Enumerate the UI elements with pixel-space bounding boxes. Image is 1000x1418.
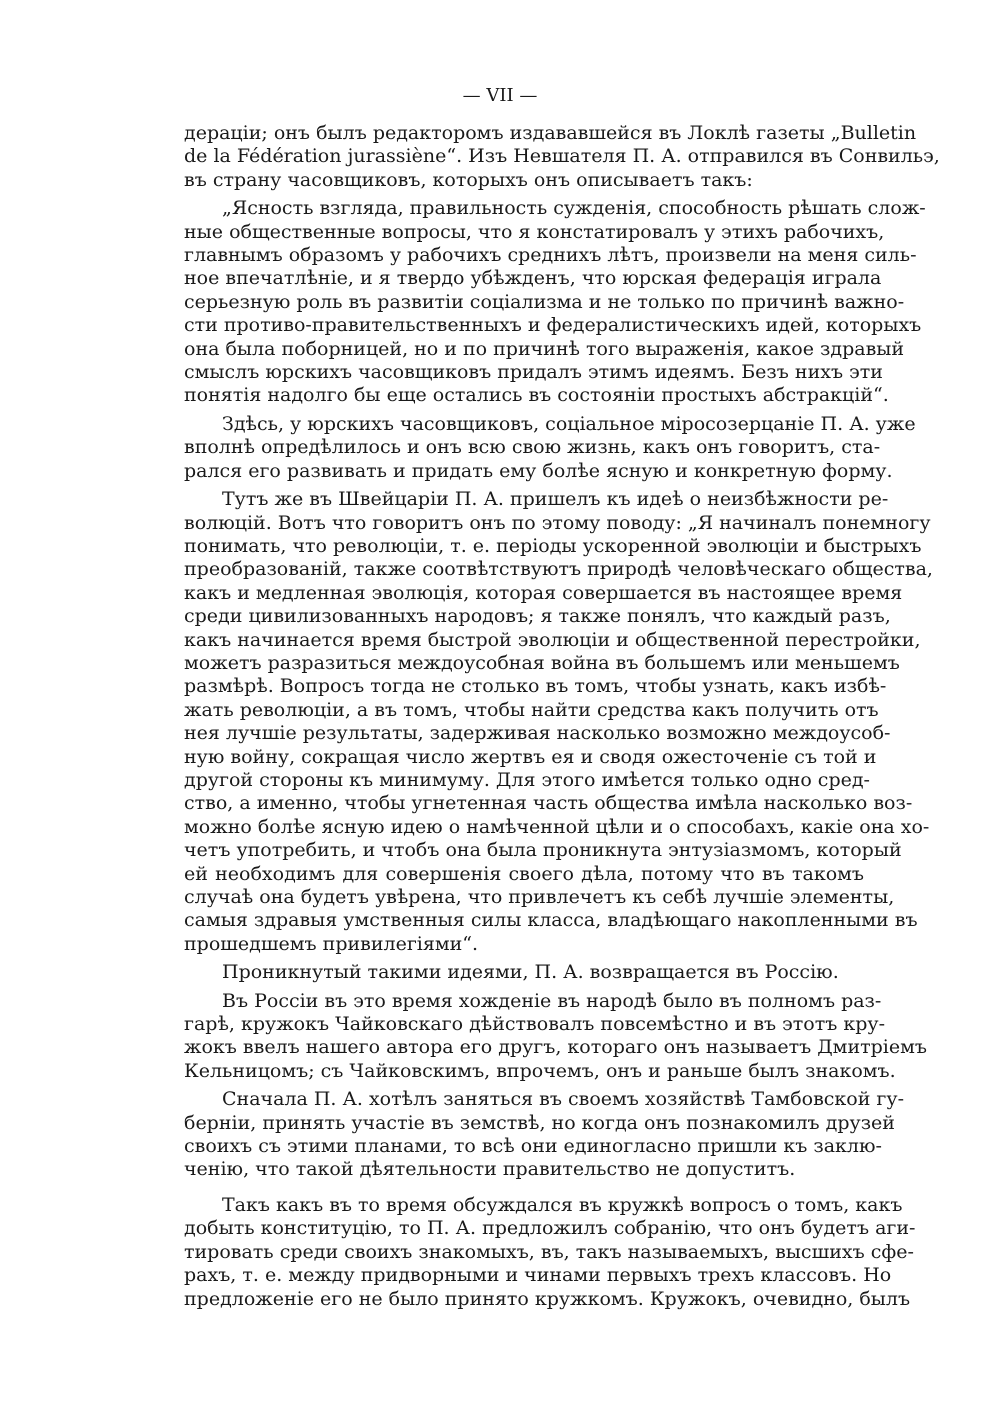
paragraph <box>184 989 927 1084</box>
text-line: смыслъ юрскихъ часовщиковъ придалъ этимъ идеямъ. Безъ нихъ эти <box>184 361 883 384</box>
text-line: предложеніе его не было принято кружкомъ. Кружокъ, очевидно, былъ <box>184 1287 911 1310</box>
text-line: какъ и медленная эволюція, которая совершается въ настоящее время <box>184 581 903 604</box>
text-line: нея лучшіе результаты, задерживая насколько возможно междоусоб- <box>184 722 891 745</box>
text-line: она была поборницей, но и по причинѣ того выраженія, какое здравый <box>184 337 905 360</box>
text-line: понимать, что революціи, т. е. періоды ускоренной эволюціи и быстрыхъ <box>184 534 922 557</box>
text-line: размѣрѣ. Вопросъ тогда не столько въ томъ, чтобы узнать, какъ избѣ- <box>184 675 887 698</box>
paragraph <box>184 412 916 483</box>
text-line: рахъ, т. е. между придворными и чинами первыхъ трехъ классовъ. Но <box>184 1264 892 1287</box>
text-line: тировать среди своихъ знакомыхъ, въ, такъ называемыхъ, высшихъ сфе- <box>184 1240 914 1263</box>
text-line: вполнѣ опредѣлилось и онъ всю свою жизнь, какъ онъ говоритъ, ста- <box>184 436 881 459</box>
text-line: Кельницомъ; съ Чайковскимъ, впрочемъ, онъ и раньше былъ знакомъ. <box>184 1059 896 1082</box>
text-line: понятія надолго бы еще остались въ состояніи простыхъ абстракцій“. <box>184 384 889 407</box>
text-line: преобразованій, также соотвѣтствуютъ природѣ человѣческаго общества, <box>184 558 933 581</box>
text-line: прошедшемъ привилегіями“. <box>184 932 479 955</box>
text-line: въ страну часовщиковъ, которыхъ онъ описываетъ такъ: <box>184 168 753 191</box>
text-line: „Ясность взгляда, правильность сужденія, способность рѣшать слож- <box>222 197 926 220</box>
paragraph <box>184 488 933 956</box>
text-line: жать революціи, а въ томъ, чтобы найти средства какъ получить отъ <box>184 698 879 721</box>
paragraph <box>184 1088 904 1182</box>
text-line: своихъ съ этими планами, то всѣ они единогласно пришли къ заклю- <box>184 1135 882 1158</box>
text-line: Здѣсь, у юрскихъ часовщиковъ, соціальное міросозерцаніе П. А. уже <box>222 412 916 435</box>
text-line: ное впечатлѣніе, и я твердо убѣжденъ, что юрская федерація играла <box>184 267 882 290</box>
text-line: серьезную роль въ развитіи соціализма и не только по причинѣ важно- <box>184 290 905 313</box>
text-line: ную войну, сокращая число жертвъ ея и сводя ожесточеніе съ той и <box>184 745 877 768</box>
text-line: можетъ разразиться междоусобная война въ большемъ или меньшемъ <box>184 651 900 674</box>
text-line: волюцій. Вотъ что говоритъ онъ по этому поводу: „Я начиналъ понемногу <box>184 511 931 534</box>
text-line: гарѣ, кружокъ Чайковскаго дѣйствовалъ повсемѣстно и въ этотъ кру- <box>184 1013 886 1036</box>
text-line: другой стороны къ минимуму. Для этого имѣется только одно сред- <box>184 768 870 791</box>
text-line: ные общественные вопросы, что я констатировалъ у этихъ рабочихъ, <box>184 220 885 243</box>
text-line: главнымъ образомъ у рабочихъ среднихъ лѣтъ, произвели на меня силь- <box>184 244 917 267</box>
paragraph <box>184 1193 916 1311</box>
quote-paragraph <box>184 197 926 408</box>
text-body <box>184 122 940 1311</box>
text-line: четъ употребить, и чтобъ она была проникнута энтузіазмомъ, который <box>184 839 902 862</box>
text-line: самыя здравыя умственныя силы класса, владѣющаго накопленными въ <box>184 909 918 932</box>
text-line: ей необходимъ для совершенія своего дѣла, потому что въ такомъ <box>184 862 864 885</box>
paragraph <box>184 122 940 192</box>
page-number: — VII — <box>462 85 538 106</box>
text-line: Въ Россіи въ это время хожденіе въ народѣ было въ полномъ раз- <box>222 989 882 1012</box>
text-line: ство, а именно, чтобы угнетенная часть общества имѣла насколько воз- <box>184 792 913 815</box>
text-line: рался его развивать и придать ему болѣе ясную и конкретную форму. <box>184 459 893 482</box>
text-line: Сначала П. А. хотѣлъ заняться въ своемъ хозяйствѣ Тамбовской гу- <box>222 1088 904 1111</box>
text-line: Проникнутый такими идеями, П. А. возвращается въ Россію. <box>222 961 839 984</box>
text-line: добыть конституцію, то П. А. предложилъ собранію, что онъ будетъ аги- <box>184 1217 916 1240</box>
text-line: дераціи; онъ былъ редакторомъ издававшейся въ Локлѣ газеты „Bulletin <box>184 122 917 144</box>
text-line: ченію, что такой дѣятельности правительство не допуститъ. <box>184 1158 796 1181</box>
text-line: Тутъ же въ Швейцаріи П. А. пришелъ къ идеѣ о неизбѣжности ре- <box>222 488 889 511</box>
text-line: de la Fédération jurassiène“. Изъ Невшателя П. А. отправился въ Сонвильэ, <box>184 145 940 168</box>
text-line: случаѣ она будетъ увѣрена, что привлечетъ къ себѣ лучшіе элементы, <box>184 886 895 908</box>
text-line: можно болѣе ясную идею о намѣченной цѣли и о способахъ, какіе она хо- <box>184 815 930 838</box>
text-line: сти противо-правительственныхъ и федералистическихъ идей, которыхъ <box>184 314 922 337</box>
text-line: среди цивилизованныхъ народовъ; я также понялъ, что каждый разъ, <box>184 605 891 628</box>
text-line: жокъ ввелъ нашего автора его другъ, котораго онъ называетъ Дмитріемъ <box>184 1036 927 1059</box>
text-line: какъ начинается время быстрой эволюціи и общественной перестройки, <box>184 628 921 651</box>
paragraph <box>184 961 864 984</box>
text-line: берніи, принять участіе въ земствѣ, но когда онъ познакомилъ друзей <box>184 1111 895 1134</box>
text-line: Такъ какъ въ то время обсуждался въ кружкѣ вопросъ о томъ, какъ <box>222 1193 903 1216</box>
